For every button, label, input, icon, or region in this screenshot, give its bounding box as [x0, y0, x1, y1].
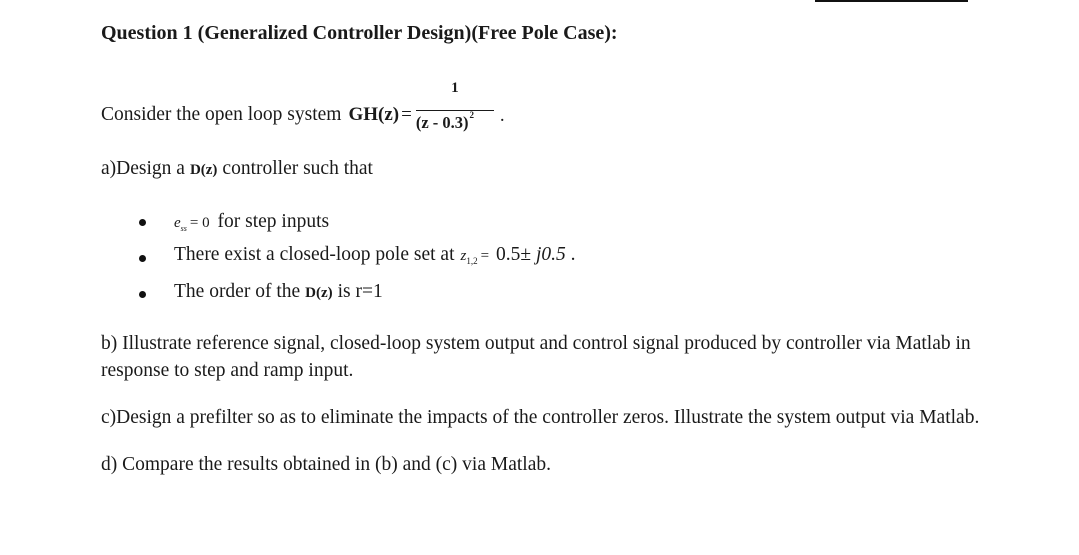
bullet-suffix: is r=1 [337, 281, 383, 302]
math-error-equals: = 0 [189, 215, 210, 231]
denominator-exponent: 2 [469, 109, 475, 120]
fraction-bar [416, 110, 494, 111]
question-title: Question 1 (Generalized Controller Design)(Free Pole Case): [101, 22, 618, 44]
part-a-prefix: a)Design a [101, 158, 185, 179]
top-rule [815, 0, 968, 2]
bullet-prefix: The order of the [174, 281, 301, 302]
part-a-heading [101, 158, 373, 180]
denominator-base: (z - 0.3) [415, 113, 469, 132]
intro-trailing-period: . [499, 105, 505, 126]
gh-label: GH [348, 104, 379, 125]
equals-sign: = [401, 104, 412, 125]
gh-argument: (z) [378, 104, 400, 125]
controller-symbol: D(z) [189, 162, 218, 178]
transfer-function-fraction [415, 80, 494, 144]
bullet-dot [139, 219, 146, 226]
bullet-text: There exist a closed-loop pole set at [174, 244, 455, 265]
math-pole-equals: = [480, 248, 490, 264]
intro-line [101, 80, 505, 144]
intro-text: Consider the open loop system [101, 104, 342, 125]
bullet-trailing-period: . [570, 244, 576, 265]
part-d-text: d) Compare the results obtained in (b) and (c) via Matlab. [101, 454, 551, 475]
bullet-text: for step inputs [217, 211, 330, 232]
math-pole-value: 0.5± j0.5 [496, 244, 566, 265]
fraction-denominator [415, 109, 475, 133]
bullet-item-steady-state-error [174, 211, 329, 233]
fraction-numerator: 1 [451, 80, 459, 96]
bullet-item-controller-order [174, 281, 383, 303]
part-b-text: b) Illustrate reference signal, closed-loop system output and control signal produced by controller via Matlab in response to step and ramp input. [101, 333, 971, 381]
part-c-text: c)Design a prefilter so as to eliminate the impacts of the controller zeros. Illustrate the system output via Matlab. [101, 407, 980, 428]
bullet-dot [139, 255, 146, 262]
math-error-symbol: $e_{ss}$ [174, 215, 187, 233]
math-pole-symbol: $z_{1,2}$ [460, 248, 478, 266]
part-a-suffix: controller such that [222, 158, 373, 179]
controller-symbol: D(z) [305, 285, 333, 301]
bullet-item-pole-set [174, 244, 576, 266]
bullet-dot [139, 291, 146, 298]
